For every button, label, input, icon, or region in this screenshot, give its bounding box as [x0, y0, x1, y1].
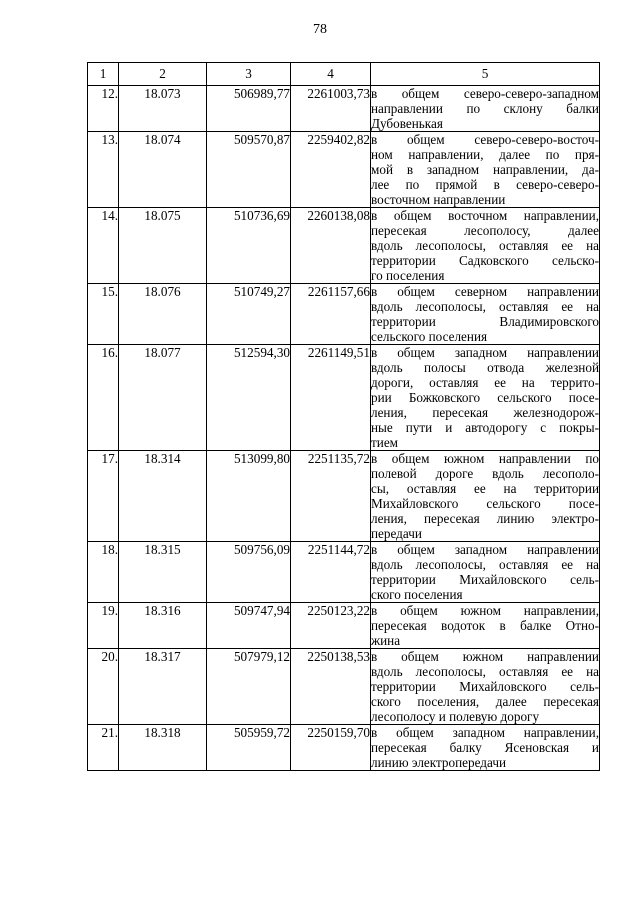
description-line: в общем западном направлении — [371, 542, 599, 557]
description-line: ления, пересекая линию электро- — [371, 511, 599, 526]
point-number-cell: 18.076 — [119, 284, 207, 345]
description-line: сельского поселения — [371, 329, 488, 344]
description-line: в общем северном направлении — [371, 284, 599, 299]
row-number-cell: 15. — [88, 284, 119, 345]
point-number-cell: 18.074 — [119, 132, 207, 208]
description-line: территории Садковского сельско- — [371, 253, 599, 268]
description-cell — [371, 451, 600, 542]
table-row — [88, 649, 600, 725]
x-coordinate-cell: 512594,30 — [207, 345, 291, 451]
description-line: линию электропередачи — [371, 755, 507, 770]
description-line: территории Михайловского сель- — [371, 572, 599, 587]
x-coordinate-cell: 509570,87 — [207, 132, 291, 208]
description-line: в общем западном направлении, — [371, 725, 599, 740]
page-number: 78 — [313, 22, 327, 37]
y-coordinate-cell: 2250123,22 — [291, 603, 371, 649]
description-cell — [371, 649, 600, 725]
row-number-cell: 12. — [88, 86, 119, 132]
description-line: вдоль лесополосы, оставляя ее на — [371, 664, 599, 679]
table-row — [88, 542, 600, 603]
description-line: в общем северо-северо-западном — [371, 86, 599, 101]
point-number-cell: 18.314 — [119, 451, 207, 542]
point-number-cell: 18.315 — [119, 542, 207, 603]
description-line: лее по прямой в северо-северо- — [371, 177, 599, 192]
description-line: лесополосу и полевую дорогу — [371, 709, 540, 724]
description-line: вдоль лесополосы, оставляя ее на — [371, 238, 599, 253]
point-number-cell: 18.075 — [119, 208, 207, 284]
point-number-cell: 18.073 — [119, 86, 207, 132]
description-line: территории Владимировского — [371, 314, 599, 329]
y-coordinate-cell: 2251135,72 — [291, 451, 371, 542]
table-row — [88, 132, 600, 208]
description-line: сы, оставляя ее на территории — [371, 481, 599, 496]
description-line: тием — [371, 435, 399, 450]
row-number-cell: 13. — [88, 132, 119, 208]
x-coordinate-cell: 507979,12 — [207, 649, 291, 725]
description-line: мой в западном направлении, да- — [371, 162, 599, 177]
description-line: вдоль лесополосы, оставляя ее на — [371, 557, 599, 572]
x-coordinate-cell: 506989,77 — [207, 86, 291, 132]
column-header-2: 2 — [119, 63, 207, 86]
description-line: в общем южном направлении, — [371, 603, 599, 618]
description-line: ные пути и автодорогу с покры- — [371, 420, 599, 435]
description-line: ского поселения — [371, 587, 463, 602]
y-coordinate-cell: 2261157,66 — [291, 284, 371, 345]
table-row — [88, 603, 600, 649]
description-line: ления, пересекая железнодорож- — [371, 405, 599, 420]
description-line: направлении по склону балки — [371, 101, 599, 116]
description-cell — [371, 132, 600, 208]
description-line: в общем северо-северо-восточ- — [371, 132, 599, 147]
row-number-cell: 19. — [88, 603, 119, 649]
row-number-cell: 20. — [88, 649, 119, 725]
x-coordinate-cell: 509747,94 — [207, 603, 291, 649]
description-line: рии Божковского сельского посе- — [371, 390, 599, 405]
column-header-5: 5 — [371, 63, 600, 86]
description-line: в общем западном направлении — [371, 345, 599, 360]
description-line: в общем восточном направлении, — [371, 208, 599, 223]
description-line: вдоль полосы отвода железной — [371, 360, 599, 375]
boundary-table — [87, 62, 600, 771]
point-number-cell: 18.316 — [119, 603, 207, 649]
description-line: восточном направлении — [371, 192, 506, 207]
description-line: вдоль лесополосы, оставляя ее на — [371, 299, 599, 314]
description-line: в общем южном направлении по — [371, 451, 599, 466]
table-row — [88, 451, 600, 542]
y-coordinate-cell: 2251144,72 — [291, 542, 371, 603]
description-cell — [371, 603, 600, 649]
description-line: передачи — [371, 526, 422, 541]
column-header-4: 4 — [291, 63, 371, 86]
description-cell — [371, 345, 600, 451]
description-line: ном направлении, далее по пря- — [371, 147, 599, 162]
point-number-cell: 18.317 — [119, 649, 207, 725]
column-header-3: 3 — [207, 63, 291, 86]
column-header-1: 1 — [88, 63, 119, 86]
description-cell — [371, 284, 600, 345]
description-cell — [371, 86, 600, 132]
description-line: Михайловского сельского посе- — [371, 496, 599, 511]
y-coordinate-cell: 2261003,73 — [291, 86, 371, 132]
row-number-cell: 16. — [88, 345, 119, 451]
description-cell — [371, 542, 600, 603]
table-row — [88, 208, 600, 284]
row-number-cell: 18. — [88, 542, 119, 603]
x-coordinate-cell: 510736,69 — [207, 208, 291, 284]
y-coordinate-cell: 2261149,51 — [291, 345, 371, 451]
table-body — [88, 86, 600, 771]
table-row — [88, 345, 600, 451]
y-coordinate-cell: 2250159,70 — [291, 725, 371, 771]
description-line: Дубовенькая — [371, 116, 443, 131]
table-row — [88, 284, 600, 345]
description-line: пересекая водоток в балке Отно- — [371, 618, 599, 633]
point-number-cell: 18.077 — [119, 345, 207, 451]
x-coordinate-cell: 509756,09 — [207, 542, 291, 603]
description-line: в общем южном направлении — [371, 649, 599, 664]
description-line: дороги, оставляя ее на террито- — [371, 375, 599, 390]
y-coordinate-cell: 2259402,82 — [291, 132, 371, 208]
x-coordinate-cell: 505959,72 — [207, 725, 291, 771]
table-header-row — [88, 63, 600, 86]
row-number-cell: 21. — [88, 725, 119, 771]
description-line: го поселения — [371, 268, 445, 283]
x-coordinate-cell: 510749,27 — [207, 284, 291, 345]
description-line: территории Михайловского сель- — [371, 679, 599, 694]
description-line: полевой дороге вдоль лесополо- — [371, 466, 599, 481]
description-line: ского поселения, далее пересекая — [371, 694, 599, 709]
description-line: пересекая балку Ясеновская и — [371, 740, 599, 755]
table-row — [88, 725, 600, 771]
description-cell — [371, 725, 600, 771]
table-row — [88, 86, 600, 132]
description-cell — [371, 208, 600, 284]
point-number-cell: 18.318 — [119, 725, 207, 771]
row-number-cell: 14. — [88, 208, 119, 284]
x-coordinate-cell: 513099,80 — [207, 451, 291, 542]
description-line: пересекая лесополосу, далее — [371, 223, 599, 238]
description-line: жина — [371, 633, 401, 648]
y-coordinate-cell: 2250138,53 — [291, 649, 371, 725]
row-number-cell: 17. — [88, 451, 119, 542]
y-coordinate-cell: 2260138,08 — [291, 208, 371, 284]
